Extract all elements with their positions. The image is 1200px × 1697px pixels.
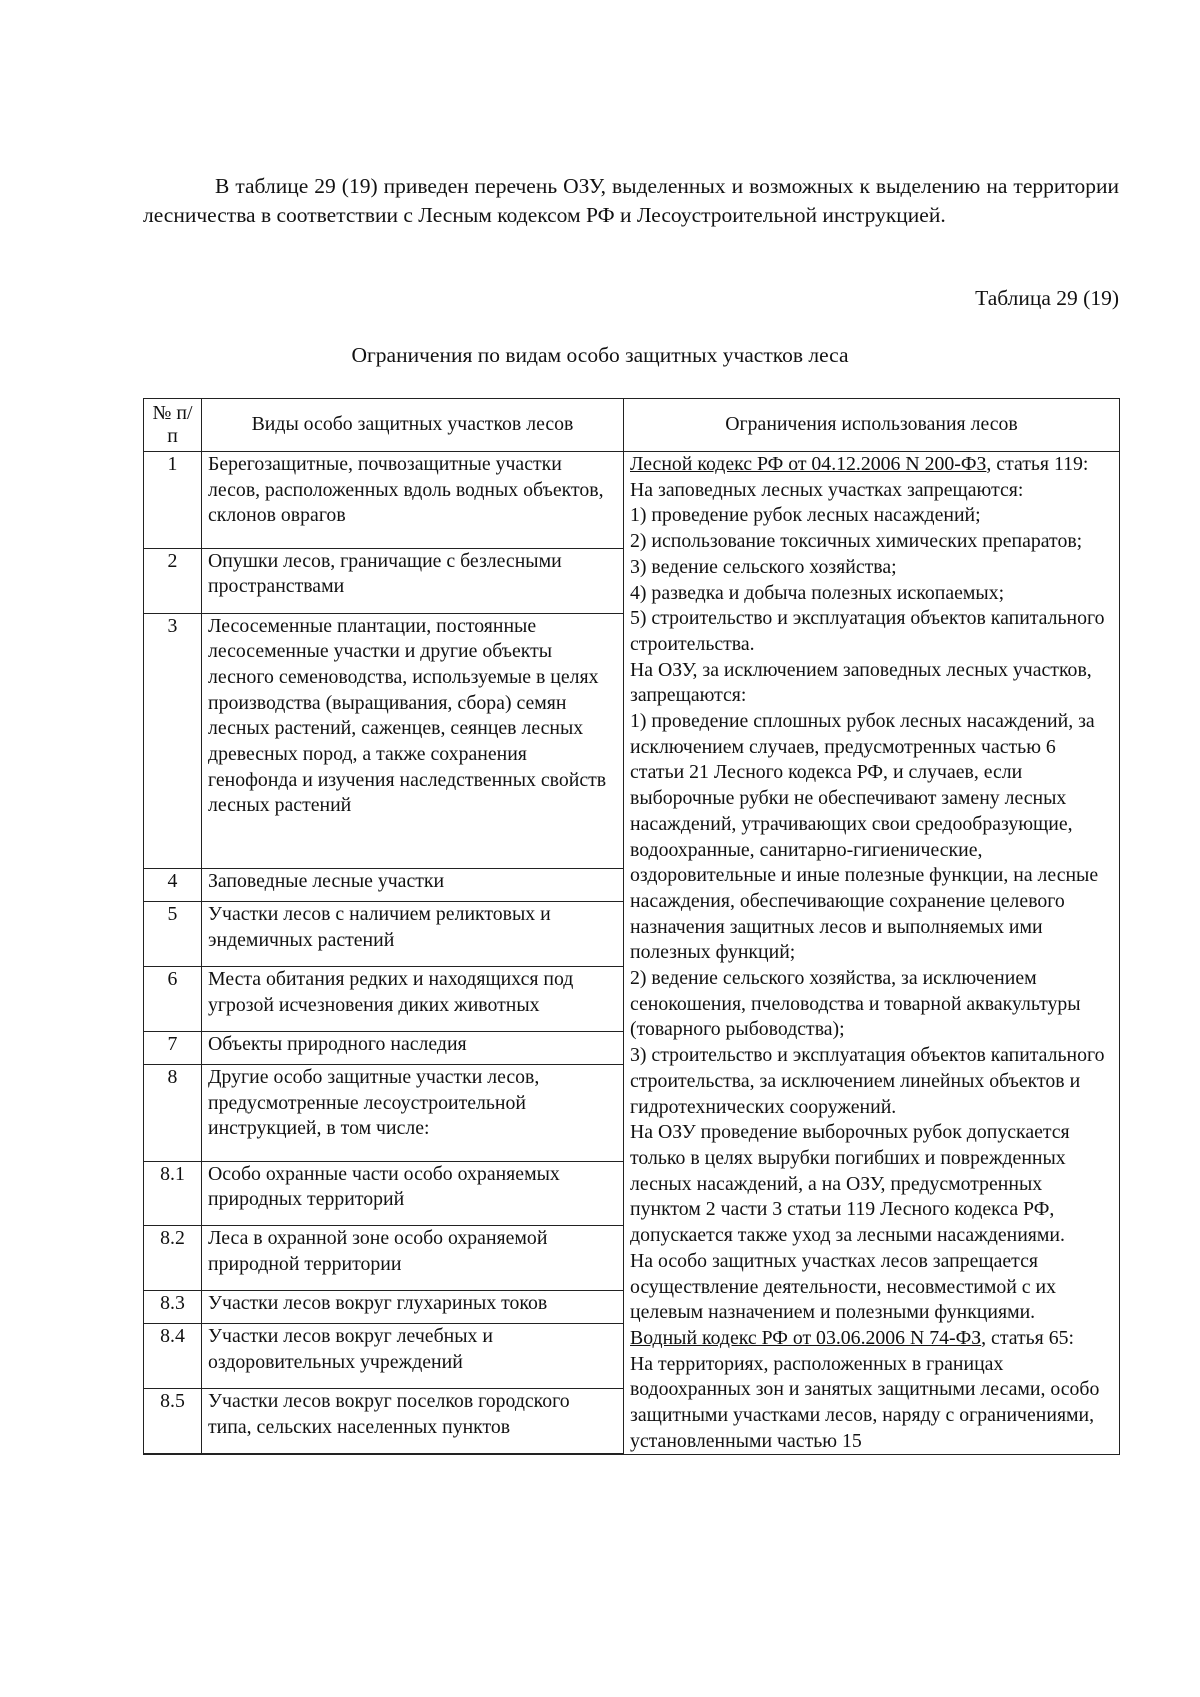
row-kind: Участки лесов вокруг поселков городского типа, сельских населенных пунктов (202, 1389, 624, 1454)
intro-paragraph: В таблице 29 (19) приведен перечень ОЗУ, выделенных и возможных к выделению на территории лесничества в соответствии с Лесным кодексом РФ и Лесоустроительной инструкцией. (143, 174, 1119, 227)
row-kind: Заповедные лесные участки (202, 869, 624, 902)
row-kind: Объекты природного наследия (202, 1031, 624, 1064)
row-kind: Участки лесов вокруг глухариных токов (202, 1291, 624, 1324)
limit-line: 3) строительство и эксплуатация объектов капитального строительства, за исключением линейных объектов и гидротехнических сооружений. (630, 1044, 1105, 1118)
table-row (144, 452, 1120, 549)
limit-line: 3) ведение сельского хозяйства; (630, 555, 897, 578)
row-num: 8.4 (144, 1324, 202, 1389)
law-link-water-code[interactable]: Водный кодекс РФ от 03.06.2006 N 74-ФЗ (630, 1326, 982, 1349)
row-num: 6 (144, 967, 202, 1032)
limit-line: 1) проведение рубок лесных насаждений; (630, 504, 981, 527)
row-kind: Места обитания редких и находящихся под угрозой исчезновения диких животных (202, 967, 624, 1032)
header-kind: Виды особо защитных участков лесов (202, 399, 624, 452)
header-num: № п/п (144, 399, 202, 452)
row-kind-empty (202, 1454, 624, 1455)
row-num: 8.1 (144, 1161, 202, 1226)
limit-tail: На территориях, расположенных в границах водоохранных зон и занятых защитными лесами, особо защитными участками лесов, наряду с ограничениями, установленными частью 15 (630, 1352, 1100, 1452)
limit-line: 1) проведение сплошных рубок лесных насаждений, за исключением случаев, предусмотренных частью 6 статьи 21 Лесного кодекса РФ, и случаев, если выборочные рубки не обеспечивают замену лесных насаждений, утрачивающих свои средообразующие, водоохранные, санитарно-гигиенические, оздоровительные и иные полезные функции, на лесные насаждения, обеспечивающие сохранение целевого назначения защитных лесов и выполняемых ими полезных функций; (630, 710, 1099, 964)
row-kind: Другие особо защитные участки лесов, предусмотренные лесоустроительной инструкцией, в том числе: (202, 1064, 624, 1161)
row-kind: Опушки лесов, граничащие с безлесными пространствами (202, 548, 624, 613)
row-num-empty (144, 1454, 202, 1455)
row-num: 8.3 (144, 1291, 202, 1324)
limit-line: 2) использование токсичных химических препаратов; (630, 530, 1083, 553)
table-caption: Таблица 29 (19) (975, 286, 1119, 310)
row-num: 8.5 (144, 1389, 202, 1454)
limits-cell (624, 452, 1120, 1455)
limit-line: 4) разведка и добыча полезных ископаемых; (630, 581, 1005, 604)
row-kind: Особо охранные части особо охраняемых природных территорий (202, 1161, 624, 1226)
row-kind: Участки лесов с наличием реликтовых и эндемичных растений (202, 902, 624, 967)
table-header-row (144, 399, 1120, 452)
row-kind: Берегозащитные, почвозащитные участки лесов, расположенных вдоль водных объектов, склонов оврагов (202, 452, 624, 549)
row-num: 2 (144, 548, 202, 613)
row-num: 5 (144, 902, 202, 967)
header-limits: Ограничения использования лесов (624, 399, 1120, 452)
limit-line: На ОЗУ, за исключением заповедных лесных участков, запрещаются: (630, 658, 1092, 707)
row-num: 4 (144, 869, 202, 902)
table-title: Ограничения по видам особо защитных участков леса (351, 343, 849, 367)
limit-line: На заповедных лесных участках запрещаются: (630, 478, 1024, 501)
row-kind: Участки лесов вокруг лечебных и оздоровительных учреждений (202, 1324, 624, 1389)
row-num: 8.2 (144, 1226, 202, 1291)
row-num: 1 (144, 452, 202, 549)
row-kind: Лесосеменные плантации, постоянные лесосеменные участки и другие объекты лесного семеноводства, используемые в целях производства (выращивания, сбора) семян лесных растений, саженцев, сеянцев лесных древесных пород, а также сохранения генофонда и изучения наследственных свойств лесных растений (202, 613, 624, 869)
limit-line: 2) ведение сельского хозяйства, за исключением сенокошения, пчеловодства и товарной аквакультуры (товарного рыбоводства); (630, 967, 1081, 1041)
law-reference-1: Лесной кодекс РФ от 04.12.2006 N 200-ФЗ, статья 119: (630, 453, 1089, 475)
law-link-forest-code[interactable]: Лесной кодекс РФ от 04.12.2006 N 200-ФЗ (630, 453, 987, 475)
limit-line: 5) строительство и эксплуатация объектов капитального строительства. (630, 607, 1105, 655)
row-kind: Леса в охранной зоне особо охраняемой природной территории (202, 1226, 624, 1291)
row-num: 7 (144, 1031, 202, 1064)
row-num: 3 (144, 613, 202, 869)
limit-line: На ОЗУ проведение выборочных рубок допускается только в целях вырубки погибших и поврежденных лесных насаждений, а на ОЗУ, предусмотренных пунктом 2 части 3 статьи 119 Лесного кодекса РФ, допускается также уход за лесными насаждениями. (630, 1121, 1070, 1247)
ozu-table (143, 398, 1120, 1455)
law-reference-2: Водный кодекс РФ от 03.06.2006 N 74-ФЗ, статья 65: (630, 1326, 1074, 1349)
row-num: 8 (144, 1064, 202, 1161)
limit-line: На особо защитных участках лесов запрещается осуществление деятельности, несовместимой с их целевым назначением и полезными функциями. (630, 1249, 1056, 1324)
